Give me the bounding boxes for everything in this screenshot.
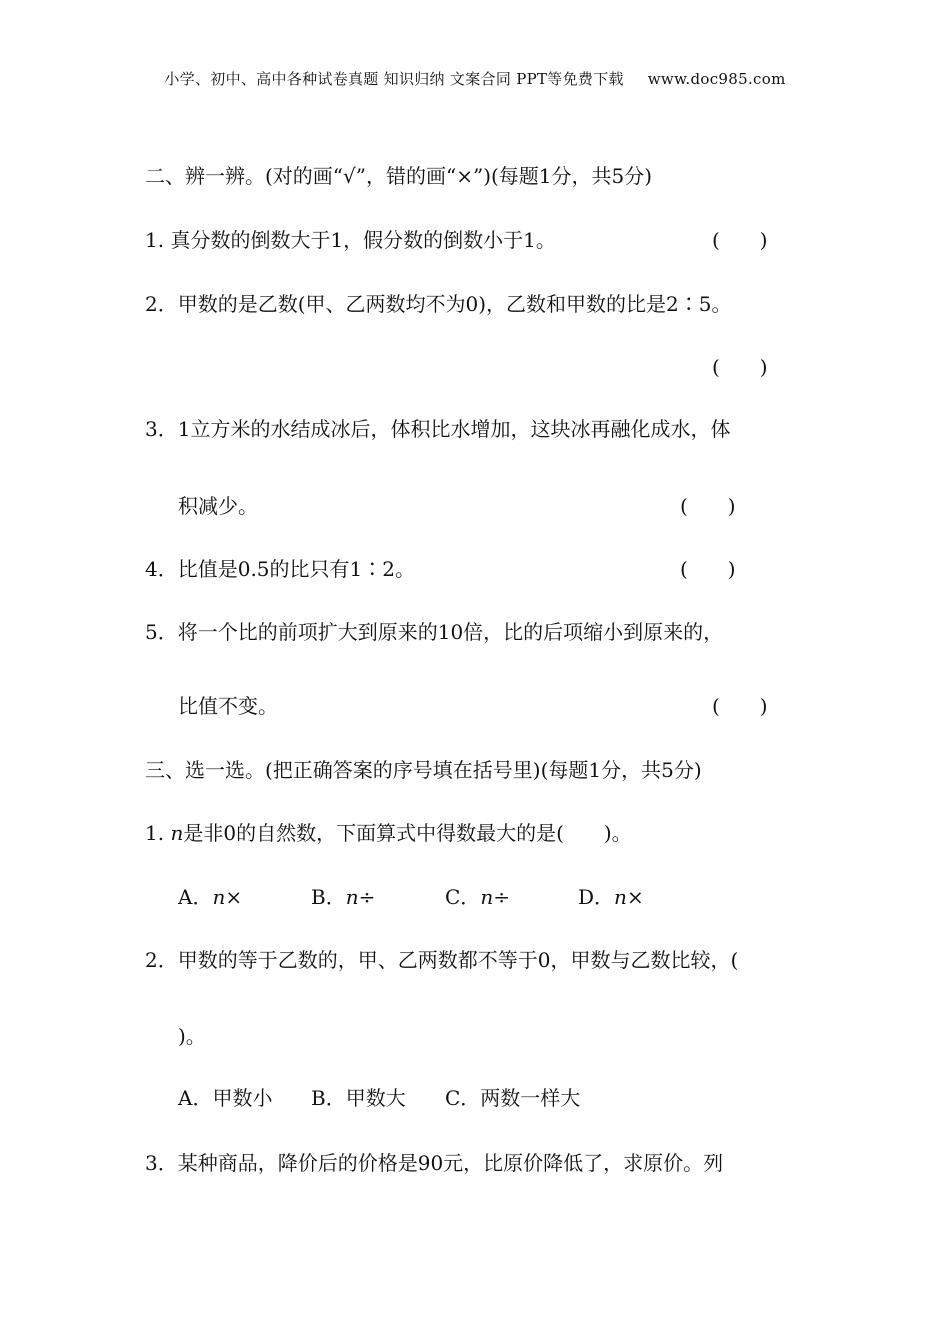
s3-q1-option-b[interactable]: [311, 883, 375, 911]
s3-q3-line1: 3．某种商品，降价后的价格是90元，比原价降低了，求原价。列: [145, 1151, 724, 1175]
s2-q1-answer-blank[interactable]: ( ): [712, 228, 768, 252]
s2-q5-answer-blank[interactable]: ( ): [712, 694, 768, 718]
section3-title: 三、选一选。(把正确答案的序号填在括号里)(每题1分，共5分): [145, 758, 702, 782]
option-var: n: [614, 885, 627, 909]
s2-q2-answer-blank[interactable]: ( ): [712, 355, 768, 379]
s3-q1-option-d[interactable]: [578, 883, 644, 911]
s2-q4-answer-blank[interactable]: ( ): [680, 557, 736, 581]
s3-q2-line2: )。: [178, 1024, 206, 1048]
s3-q1-option-a[interactable]: [178, 883, 242, 911]
s2-q3-line1: 3．1立方米的水结成冰后，体积比水增加，这块冰再融化成水，体: [145, 417, 731, 441]
s3-q2-option-a[interactable]: A．甲数小: [178, 1086, 273, 1110]
s3-q2-option-b[interactable]: B．甲数大: [311, 1086, 406, 1110]
s2-q5-line2: 比值不变。: [178, 694, 278, 718]
option-var: n: [345, 885, 359, 909]
s3-q1-var: n: [170, 821, 184, 845]
section2-title: 二、辨一辨。(对的画“√”，错的画“×”)(每题1分，共5分): [145, 164, 653, 188]
s2-q4-line1: 4．比值是0.5的比只有1∶2。: [145, 557, 415, 581]
s3-q2-line1: 2．甲数的等于乙数的，甲、乙两数都不等于0，甲数与乙数比较，(: [145, 948, 739, 972]
s2-q3-line2: 积减少。: [178, 494, 258, 518]
option-var: n: [480, 885, 494, 909]
option-label: B．: [311, 885, 346, 909]
s3-q1-prefix: 1.: [145, 821, 171, 845]
option-label: C．: [445, 885, 481, 909]
option-op: ×: [225, 885, 243, 909]
s3-q1-text: 是非0的自然数，下面算式中得数最大的是( )。: [183, 821, 632, 845]
s3-q1-option-c[interactable]: [445, 883, 510, 911]
option-label: D．: [578, 885, 615, 909]
s2-q3-answer-blank[interactable]: ( ): [680, 494, 736, 518]
header-text: 小学、初中、高中各种试卷真题 知识归纳 文案合同 PPT等免费下载: [164, 70, 624, 88]
option-op: ÷: [358, 885, 376, 909]
header-url[interactable]: www.doc985.com: [647, 70, 786, 88]
s2-q1-line1: 1. 真分数的倒数大于1，假分数的倒数小于1。: [145, 228, 556, 252]
option-op: ÷: [493, 885, 510, 909]
option-op: ×: [626, 885, 644, 909]
option-var: n: [212, 885, 226, 909]
page-header: [0, 68, 950, 89]
option-label: A．: [178, 885, 213, 909]
s3-q2-option-c[interactable]: C．两数一样大: [445, 1086, 581, 1110]
s2-q2-line1: 2．甲数的是乙数(甲、乙两数均不为0)，乙数和甲数的比是2∶5。: [145, 292, 732, 316]
s2-q5-line1: 5．将一个比的前项扩大到原来的10倍，比的后项缩小到原来的，: [145, 620, 724, 644]
s3-q1-stem: [145, 819, 632, 847]
